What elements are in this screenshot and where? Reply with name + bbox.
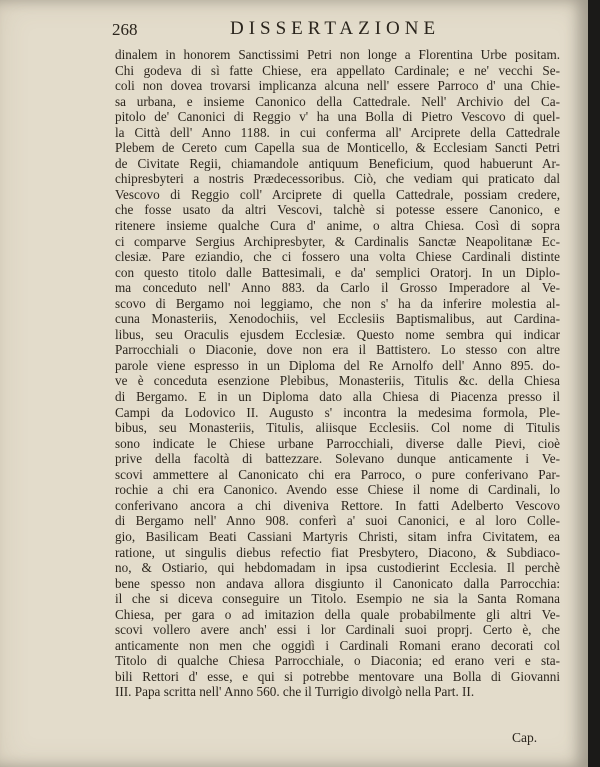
text-line: con questo titolo dalle Battesimali, e da' semplici Oratorj. In un Diplo- bbox=[115, 264, 560, 280]
text-line: parole viene espresso in un Diploma del Re Arnolfo dell' Anno 895. do- bbox=[115, 357, 560, 373]
text-line: chipresbyteri a nostris Prædecessoribus. Ciò, che vediam qui praticato dal bbox=[115, 171, 560, 187]
text-line: pitolo de' Canonici di Reggio v' ha una Bolla di Pietro Vescovo di quel- bbox=[115, 109, 560, 125]
text-line: rochie a chi era Canonico. Avendo esse Chiese il nome di Cardinali, lo bbox=[115, 482, 560, 498]
text-line: gio, Basilicam Beati Cassiani Martyris Christi, sitam infra Civitatem, ea bbox=[115, 528, 560, 544]
text-line: di Bergamo. E in un Diploma dato alla Chiesa di Piacenza presso il bbox=[115, 389, 560, 405]
text-line: cuna Monasteriis, Xenodochiis, vel Ecclesiis Baptismalibus, aut Cardina- bbox=[115, 311, 560, 327]
text-line: anticamente non men che oggidì i Cardinali Romani erano decorati col bbox=[115, 637, 560, 653]
catchword: Cap. bbox=[512, 730, 538, 745]
text-line: Vescovo di Reggio coll' Arciprete di quella Cattedrale, possiam credere, bbox=[115, 186, 560, 202]
page-number: 268 bbox=[112, 20, 138, 39]
text-line: scovi vollero avere anch' essi i lor Cardinali suoi proprj. Certo è, che bbox=[115, 622, 560, 638]
text-line: prive della facoltà di battezzare. Solevano dunque anticamente i Ve- bbox=[115, 451, 560, 467]
text-line: ve è conceduta esenzione Plebibus, Monasteriis, Titulis &c. della Chiesa bbox=[115, 373, 560, 389]
text-line: sa urbana, e insieme Canonico della Cattedrale. Nell' Archivio del Ca- bbox=[115, 93, 560, 109]
running-title: DISSERTAZIONE bbox=[230, 18, 441, 39]
text-line: no, & Ostiario, qui hebdomadam in ipsa custodierint Ecclesia. Il perchè bbox=[115, 560, 560, 576]
text-line: Campi da Lodovico II. Augusto s' incontra la medesima formola, Ple- bbox=[115, 404, 560, 420]
text-line: bene spesso non andava allora disgiunto il Canonicato dalla Parrocchia: bbox=[115, 575, 560, 591]
text-line: ritenere insieme qualche Cura d' anime, o altra Chiesa. Così di sopra bbox=[115, 218, 560, 234]
body-text bbox=[115, 47, 560, 700]
text-line: Parrocchiali o Diaconie, dove non era il Battistero. Lo stesso con altre bbox=[115, 342, 560, 358]
text-line: Chiesa, per gara o ad imitazion della quale probabilmente gli altri Ve- bbox=[115, 606, 560, 622]
text-line: Chi godeva di sì fatte Chiese, era appellato Cardinale; e ne' vecchi Se- bbox=[115, 62, 560, 78]
text-line: ratione, ut singulis diebus refectio fiat Presbytero, Diacono, & Subdiaco- bbox=[115, 544, 560, 560]
text-line: Plebem de Cereto cum Capella sua de Monticello, & Ecclesiam Sancti Petri bbox=[115, 140, 560, 156]
text-line: bibus, seu Monasteriis, Titulis, aliisque Ecclesiis. Col nome di Titulis bbox=[115, 420, 560, 436]
text-line: de Civitate Regii, chiamandole antiquum Beneficium, quod habuerunt Ar- bbox=[115, 155, 560, 171]
text-line: scovo di Bergamo noi leggiamo, che non s' ha da inferire molestia al- bbox=[115, 295, 560, 311]
text-line: clesiæ. Pare eziandio, che ci fossero una volta Chiese Cardinali distinte bbox=[115, 249, 560, 265]
text-line: di Bergamo nell' Anno 908. conferì a' suoi Canonici, e al loro Colle- bbox=[115, 513, 560, 529]
text-line: bili Rettori d' esse, e qui si potrebbe mentovare una Bolla di Giovanni bbox=[115, 668, 560, 684]
text-line: scovi ammettere al Canonicato chi era Parroco, o pure conferivano Par- bbox=[115, 466, 560, 482]
text-line: la Città dell' Anno 1188. in cui conferma all' Arciprete della Cattedrale bbox=[115, 124, 560, 140]
text-line: coli non dovea trovarsi implicanza alcuna nell' essere Parroco d' una Chie- bbox=[115, 78, 560, 94]
text-line: sono indicate le Chiese urbane Parrocchiali, diverse dalle Pievi, cioè bbox=[115, 435, 560, 451]
text-line: ma conceduto nell' Anno 883. da Carlo il Grosso Imperadore al Ve- bbox=[115, 280, 560, 296]
text-line: che fosse usato da altri Vescovi, talchè si potesse essere Canonico, e bbox=[115, 202, 560, 218]
text-line: dinalem in honorem Sanctissimi Petri non longe a Florentina Urbe positam. bbox=[115, 47, 560, 62]
text-line: Titolo di qualche Chiesa Parrocchiale, o Diaconia; ed erano veri e sta- bbox=[115, 653, 560, 669]
text-line: conferivano ancora a chi diveniva Rettore. In fatti Adelberto Vescovo bbox=[115, 497, 560, 513]
text-line: ci comparve Sergius Archipresbyter, & Cardinalis Sanctæ Neapolitanæ Ec- bbox=[115, 233, 560, 249]
text-line: libus, seu Oraculis ejusdem Ecclesiæ. Questo nome sembra qui indicar bbox=[115, 326, 560, 342]
text-line: il che si diceva conseguire un Titolo. Esempio ne sia la Santa Romana bbox=[115, 591, 560, 607]
text-line: III. Papa scritta nell' Anno 560. che il Turrigio divolgò nella Part. II. bbox=[115, 684, 475, 700]
